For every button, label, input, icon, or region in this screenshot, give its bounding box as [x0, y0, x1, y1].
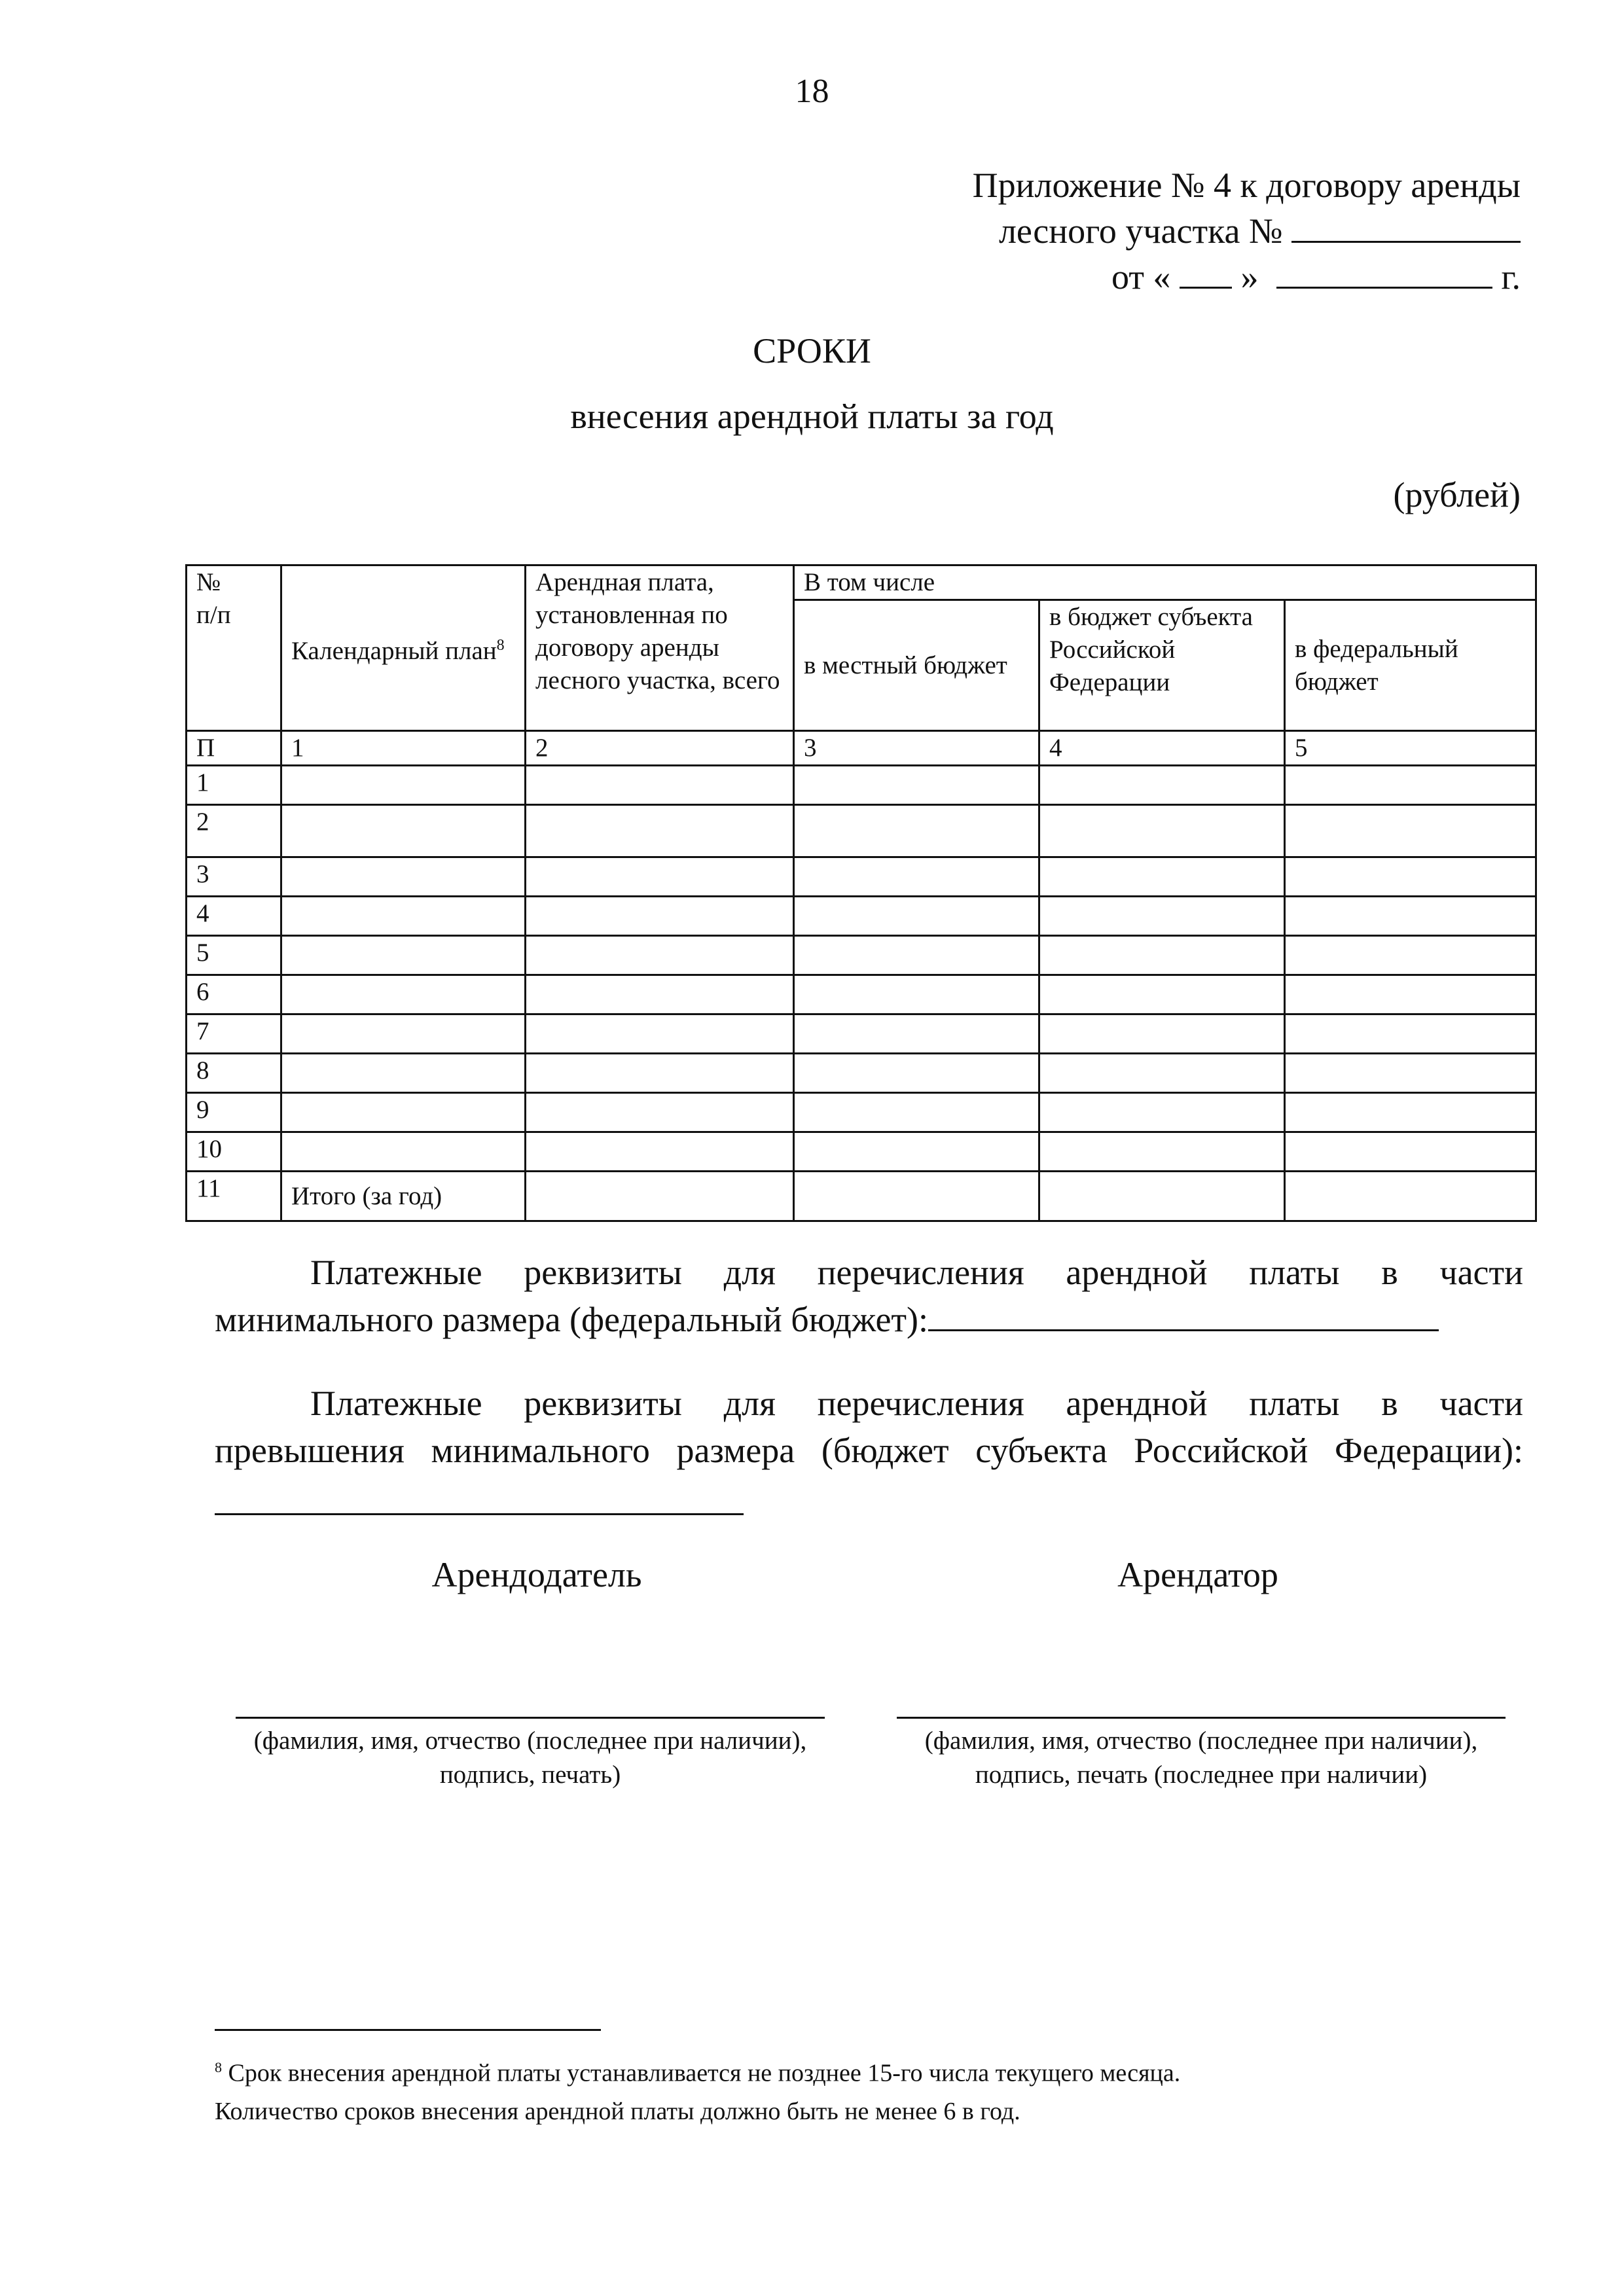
table-row [187, 857, 1536, 897]
footnote [215, 2049, 1180, 2130]
table-row [187, 766, 1536, 805]
header-num-sign: № [196, 568, 221, 596]
document-title: СРОКИ [753, 331, 871, 370]
federal-budget-cell[interactable] [1285, 975, 1536, 1014]
plan-cell[interactable] [281, 897, 526, 936]
lessor-note-line2: подпись, печать) [439, 1761, 621, 1789]
local-budget-cell[interactable] [794, 857, 1039, 897]
appendix-header-line1 [973, 162, 1521, 208]
lessor-signature-note [209, 1724, 851, 1792]
lessee-note-line1: (фамилия, имя, отчество (последнее при наличии), [924, 1727, 1478, 1755]
rent-total-cell[interactable] [526, 1014, 794, 1054]
plan-cell[interactable] [281, 805, 526, 857]
table-row [187, 1132, 1536, 1172]
table-row [187, 1093, 1536, 1132]
payment-details-subject-line2: превышения минимального размера (бюджет субъекта Российской Федерации): [215, 1431, 1523, 1470]
plan-cell[interactable] [281, 936, 526, 975]
date-close-quote: » [1240, 257, 1259, 296]
row-number: 8 [187, 1054, 281, 1093]
federal-details-blank[interactable] [928, 1299, 1439, 1331]
local-budget-cell[interactable] [794, 1054, 1039, 1093]
footnote-line2: Количество сроков внесения арендной платы должно быть не менее 6 в год. [215, 2097, 1020, 2125]
row-number: 4 [187, 897, 281, 936]
subject-budget-cell[interactable] [1039, 1132, 1285, 1172]
header-num-cell [187, 565, 281, 731]
row-number: 2 [187, 805, 281, 857]
plan-cell[interactable] [281, 857, 526, 897]
footnote-number: 8 [215, 2059, 222, 2075]
appendix-header-line2 [999, 208, 1521, 254]
lessee-note-line2: подпись, печать (последнее при наличии) [975, 1761, 1428, 1789]
index-cell: 2 [526, 731, 794, 766]
contract-number-label: лесного участка № [998, 211, 1283, 251]
footnote-separator [215, 2029, 601, 2031]
subject-budget-cell[interactable] [1039, 897, 1285, 936]
subject-budget-cell[interactable] [1039, 1093, 1285, 1132]
subject-budget-cell[interactable] [1039, 857, 1285, 897]
payment-details-federal-line1: Платежные реквизиты для перечисления арендной платы в части [310, 1253, 1523, 1292]
subject-budget-cell[interactable] [1039, 975, 1285, 1014]
federal-budget-cell[interactable] [1285, 1132, 1536, 1172]
row-number: 9 [187, 1093, 281, 1132]
index-cell: 3 [794, 731, 1039, 766]
plan-cell[interactable] [281, 975, 526, 1014]
header-local-budget: в местный бюджет [794, 600, 1039, 731]
federal-budget-cell[interactable] [1285, 805, 1536, 857]
table-row [187, 975, 1536, 1014]
appendix-title: Приложение № 4 к договору аренды [972, 166, 1521, 205]
date-year-label: г. [1501, 257, 1521, 296]
lessee-title: Арендатор [1117, 1555, 1278, 1594]
local-budget-cell[interactable] [794, 1093, 1039, 1132]
payment-details-federal-line2 [215, 1296, 1523, 1343]
header-federal-budget: в федеральный бюджет [1285, 600, 1536, 731]
payment-details-subject-line1: Платежные реквизиты для перечисления арендной платы в части [310, 1384, 1523, 1423]
row-number: 10 [187, 1132, 281, 1172]
local-budget-cell[interactable] [794, 766, 1039, 805]
date-day-blank[interactable] [1180, 257, 1232, 289]
currency-units: (рублей) [1393, 475, 1521, 514]
federal-budget-cell[interactable] [1285, 1014, 1536, 1054]
appendix-header-line3 [1111, 254, 1521, 300]
rent-total-cell[interactable] [526, 1172, 794, 1221]
federal-budget-cell[interactable] [1285, 1093, 1536, 1132]
local-budget-cell[interactable] [794, 1172, 1039, 1221]
federal-budget-cell[interactable] [1285, 1054, 1536, 1093]
payment-details-federal [215, 1249, 1523, 1343]
local-budget-cell[interactable] [794, 1014, 1039, 1054]
row-number: 11 [187, 1172, 281, 1221]
header-plan-cell [281, 565, 526, 731]
rent-total-cell[interactable] [526, 936, 794, 975]
local-budget-cell[interactable] [794, 936, 1039, 975]
footnote-text1: Срок внесения арендной платы устанавливается не позднее 15-го числа текущего месяца. [228, 2059, 1181, 2087]
table-index-row [187, 731, 1536, 766]
rent-total-cell[interactable] [526, 897, 794, 936]
plan-cell[interactable] [281, 1132, 526, 1172]
row-number: 3 [187, 857, 281, 897]
subject-budget-cell[interactable] [1039, 1054, 1285, 1093]
index-cell: П [187, 731, 281, 766]
subject-budget-cell[interactable] [1039, 766, 1285, 805]
subject-details-blank[interactable] [215, 1513, 744, 1515]
total-label: Итого (за год) [281, 1172, 526, 1221]
payment-details-subject [215, 1380, 1523, 1474]
table-row [187, 805, 1536, 857]
local-budget-cell[interactable] [794, 897, 1039, 936]
table-row [187, 1054, 1536, 1093]
federal-budget-cell[interactable] [1285, 766, 1536, 805]
index-cell: 4 [1039, 731, 1285, 766]
table-header-row [187, 565, 1536, 600]
federal-budget-cell[interactable] [1285, 936, 1536, 975]
local-budget-cell[interactable] [794, 975, 1039, 1014]
plan-cell[interactable] [281, 1054, 526, 1093]
document-subtitle: внесения арендной платы за год [570, 397, 1054, 436]
date-from-label: от « [1111, 257, 1171, 296]
footnote-mark: 8 [496, 636, 505, 654]
rent-total-cell[interactable] [526, 1093, 794, 1132]
rent-total-cell[interactable] [526, 1132, 794, 1172]
plan-cell[interactable] [281, 766, 526, 805]
local-budget-cell[interactable] [794, 1132, 1039, 1172]
lessee-signature-line[interactable] [897, 1717, 1506, 1719]
lessor-title: Арендодатель [431, 1555, 642, 1594]
index-cell: 1 [281, 731, 526, 766]
rent-total-cell[interactable] [526, 805, 794, 857]
rent-total-cell[interactable] [526, 857, 794, 897]
footnote-line1 [215, 2049, 1180, 2092]
local-budget-cell[interactable] [794, 805, 1039, 857]
row-number: 1 [187, 766, 281, 805]
subject-budget-cell[interactable] [1039, 1172, 1285, 1221]
header-num-pp: п/п [196, 601, 231, 629]
rent-total-cell[interactable] [526, 975, 794, 1014]
contract-number-blank[interactable] [1291, 211, 1521, 243]
index-cell: 5 [1285, 731, 1536, 766]
date-month-blank[interactable] [1276, 257, 1492, 289]
federal-budget-cell[interactable] [1285, 857, 1536, 897]
table-row [187, 936, 1536, 975]
row-number: 7 [187, 1014, 281, 1054]
table-total-row [187, 1172, 1536, 1221]
row-number: 5 [187, 936, 281, 975]
header-plan-label: Календарный план [291, 636, 497, 665]
rent-total-cell[interactable] [526, 766, 794, 805]
federal-budget-cell[interactable] [1285, 897, 1536, 936]
payment-schedule-table [185, 564, 1537, 1222]
rent-total-cell[interactable] [526, 1054, 794, 1093]
subject-budget-cell[interactable] [1039, 936, 1285, 975]
row-number: 6 [187, 975, 281, 1014]
lessor-signature-line[interactable] [236, 1717, 825, 1719]
payment-details-federal-label: минимального размера (федеральный бюджет): [215, 1300, 928, 1339]
federal-budget-cell[interactable] [1285, 1172, 1536, 1221]
plan-cell[interactable] [281, 1093, 526, 1132]
table-row [187, 1014, 1536, 1054]
plan-cell[interactable] [281, 1014, 526, 1054]
subject-budget-cell[interactable] [1039, 805, 1285, 857]
lessor-note-line1: (фамилия, имя, отчество (последнее при наличии), [253, 1727, 807, 1755]
page-number: 18 [795, 73, 829, 110]
lessee-signature-note [877, 1724, 1525, 1792]
header-rent-total: Арендная плата, установленная по договору аренды лесного участка, всего [526, 565, 794, 731]
header-subject-budget: в бюджет субъекта Российской Федерации [1039, 600, 1285, 731]
subject-budget-cell[interactable] [1039, 1014, 1285, 1054]
header-including: В том числе [794, 565, 1536, 600]
table-row [187, 897, 1536, 936]
